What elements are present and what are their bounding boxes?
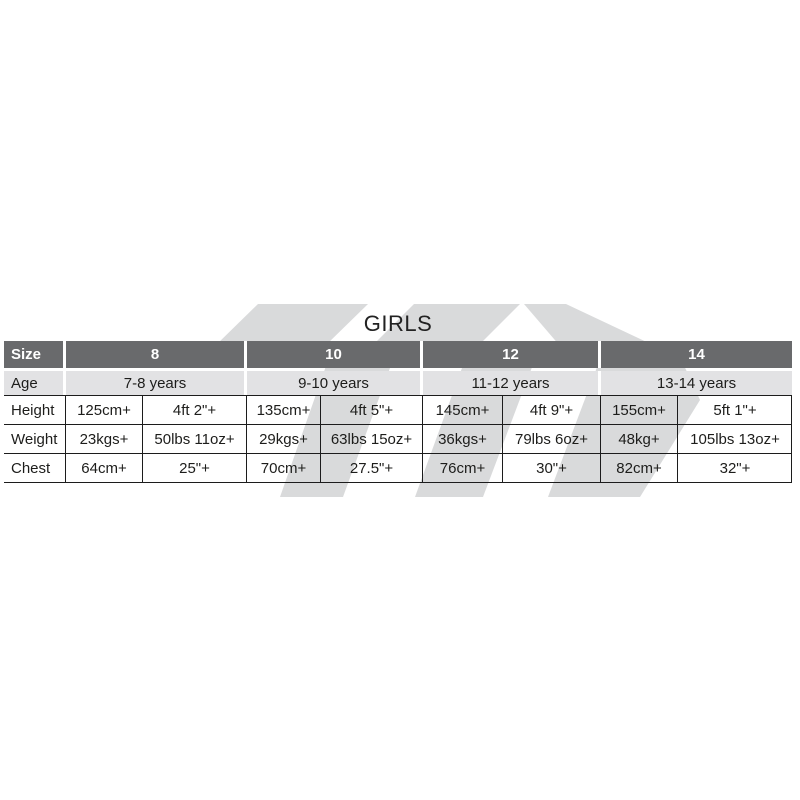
weight-metric-10: 29kgs+ bbox=[247, 425, 321, 453]
chest-metric-8: 64cm+ bbox=[66, 454, 143, 482]
height-metric-8: 125cm+ bbox=[66, 396, 143, 424]
table-row-weight bbox=[4, 425, 792, 454]
chest-metric-14: 82cm+ bbox=[601, 454, 678, 482]
weight-imperial-12: 79lbs 6oz+ bbox=[503, 425, 601, 453]
height-metric-12: 145cm+ bbox=[423, 396, 503, 424]
table-row-height bbox=[4, 395, 792, 425]
height-imperial-12: 4ft 9"+ bbox=[503, 396, 601, 424]
age-size-8: 7-8 years bbox=[66, 371, 247, 395]
weight-imperial-10: 63lbs 15oz+ bbox=[321, 425, 423, 453]
row-header-chest: Chest bbox=[4, 454, 66, 482]
weight-imperial-14: 105lbs 13oz+ bbox=[690, 430, 780, 448]
chest-imperial-8: 25"+ bbox=[143, 454, 247, 482]
age-size-14: 13-14 years bbox=[601, 371, 792, 395]
table-row-size bbox=[4, 341, 792, 368]
weight-imperial-8: 50lbs 11oz+ bbox=[143, 425, 247, 453]
height-imperial-8: 4ft 2"+ bbox=[143, 396, 247, 424]
row-header-size: Size bbox=[4, 341, 66, 368]
chest-imperial-12: 30"+ bbox=[503, 454, 601, 482]
size-col-8: 8 bbox=[66, 341, 247, 368]
weight-metric-14: 48kg+ bbox=[601, 425, 678, 453]
size-col-10: 10 bbox=[247, 341, 423, 368]
table-row-chest bbox=[4, 454, 792, 483]
age-size-12: 11-12 years bbox=[423, 371, 601, 395]
height-metric-10: 135cm+ bbox=[247, 396, 321, 424]
chest-imperial-14: 32"+ bbox=[719, 459, 751, 477]
girls-size-table bbox=[4, 341, 792, 483]
age-size-10: 9-10 years bbox=[247, 371, 423, 395]
size-col-12: 12 bbox=[423, 341, 601, 368]
height-imperial-10: 4ft 5"+ bbox=[321, 396, 423, 424]
size-col-14: 14 bbox=[601, 341, 792, 368]
row-header-height: Height bbox=[4, 396, 66, 424]
page-title: GIRLS bbox=[363, 311, 433, 336]
height-metric-14: 155cm+ bbox=[601, 396, 678, 424]
chest-metric-10: 70cm+ bbox=[247, 454, 321, 482]
weight-metric-8: 23kgs+ bbox=[66, 425, 143, 453]
row-header-weight: Weight bbox=[4, 425, 66, 453]
chest-imperial-10: 27.5"+ bbox=[321, 454, 423, 482]
height-imperial-14: 5ft 1"+ bbox=[713, 401, 757, 419]
chest-metric-12: 76cm+ bbox=[423, 454, 503, 482]
row-header-age: Age bbox=[4, 371, 66, 395]
table-row-age bbox=[4, 371, 792, 395]
weight-metric-12: 36kgs+ bbox=[423, 425, 503, 453]
